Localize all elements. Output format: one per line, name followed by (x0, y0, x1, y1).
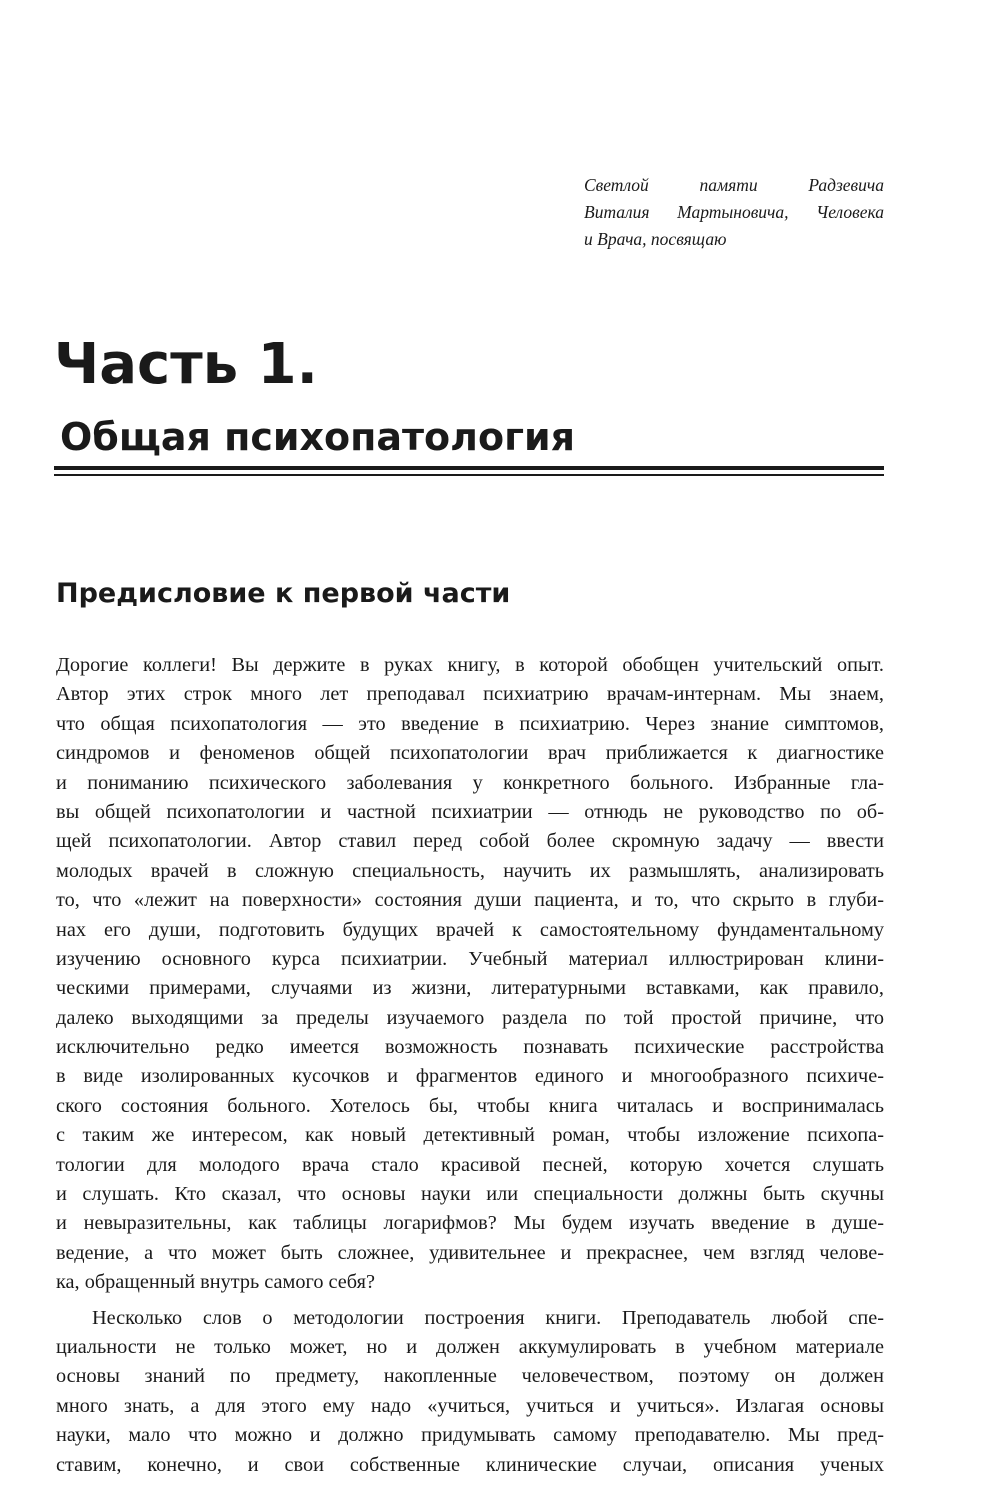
text-line: ка, обращенный внутрь самого себя? (56, 1271, 375, 1294)
text-line: много знать, а для этого ему надо «учиться, учиться и учиться». Излагая основы (56, 1394, 884, 1417)
dedication (584, 172, 884, 253)
text-line: то, что «лежит на поверхности» состояния души пациента, и то, что скрыто в глуби- (56, 889, 884, 912)
text-line: науки, мало что можно и должно придумывать самому преподавателю. Мы пред- (56, 1424, 884, 1447)
dedication-line: и Врача, посвящаю (584, 229, 727, 249)
text-line: Автор этих строк много лет преподавал психиатрию врачам-интернам. Мы знаем, (56, 683, 884, 706)
paragraph (56, 1304, 884, 1480)
paragraph (56, 651, 884, 1298)
text-line: что общая психопатология — это введение в психиатрию. Через знание симптомов, (56, 712, 884, 735)
dedication-line: Светлой памяти Радзевича (584, 175, 884, 195)
text-line: циальности не только может, но и должен аккумулировать в учебном материале (56, 1335, 884, 1358)
text-line: и слушать. Кто сказал, что основы науки или специальности должны быть скучны (56, 1183, 884, 1206)
text-line: синдромов и феноменов общей психопатологии врач приближается к диагностике (56, 742, 884, 765)
text-line: вы общей психопатологии и частной психиатрии — отнюдь не руководство по об- (56, 800, 884, 823)
text-line: и невыразительны, как таблицы логарифмов? Мы будем изучать введение в душе- (56, 1212, 884, 1235)
text-line: далеко выходящими за пределы изучаемого раздела по той простой причине, что (56, 1006, 884, 1029)
text-line: нах его души, подготовить будущих врачей к самостоятельному фундаментальному (56, 918, 884, 941)
text-line: тологии для молодого врача стало красивой песней, которую хочется слушать (56, 1153, 884, 1176)
part-subtitle: Общая психопатология (60, 415, 575, 459)
part-title: Часть 1. (54, 332, 318, 397)
text-line: молодых врачей в сложную специальность, научить их размышлять, анализировать (56, 859, 884, 882)
text-line: Дорогие коллеги! Вы держите в руках книгу, в которой обобщен учительский опыт. (56, 654, 884, 676)
text-line: изучению основного курса психиатрии. Учебный материал иллюстрирован клини- (56, 947, 884, 970)
text-line: ского состояния больного. Хотелось бы, чтобы книга читалась и воспринималась (56, 1094, 884, 1117)
text-line: Несколько слов о методологии построения книги. Преподаватель любой спе- (92, 1306, 884, 1329)
text-line: основы знаний по предмету, накопленные человечеством, поэтому он должен (56, 1365, 884, 1388)
text-line: ставим, конечно, и свои собственные клинические случаи, описания ученых (56, 1453, 884, 1476)
text-line: и пониманию психического заболевания у конкретного больного. Избранные гла- (56, 771, 884, 794)
text-line: ведение, а что может быть сложнее, удивительнее и прекраснее, чем взгляд челове- (56, 1241, 884, 1264)
text-line: в виде изолированных кусочков и фрагментов единого и многообразного психиче- (56, 1065, 884, 1088)
text-line: с таким же интересом, как новый детективный роман, чтобы изложение психопа- (56, 1124, 884, 1147)
section-title: Предисловие к первой части (56, 578, 511, 609)
text-line: исключительно редко имеется возможность познавать психические расстройства (56, 1036, 884, 1059)
title-rule-thin (54, 474, 884, 476)
title-rule-thick (54, 466, 884, 470)
dedication-line: Виталия Мартыновича, Человека (584, 202, 884, 222)
body-text (56, 651, 884, 1480)
text-line: ческими примерами, случаями из жизни, литературными вставками, как правило, (56, 977, 884, 1000)
text-line: щей психопатологии. Автор ставил перед собой более скромную задачу — ввести (56, 830, 884, 853)
